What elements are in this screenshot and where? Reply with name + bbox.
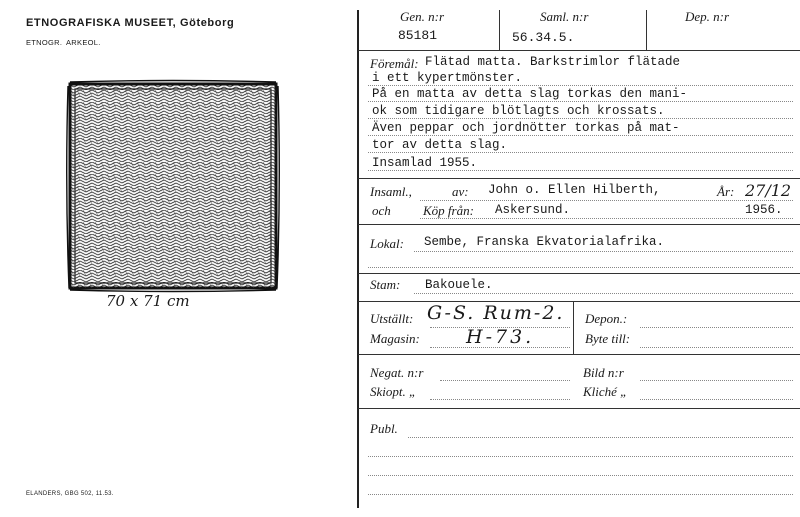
byte-till-label: Byte till:: [585, 331, 631, 346]
dept-arkeol: ARKEOL.: [66, 38, 101, 47]
magasin-value: H-73.: [466, 326, 535, 348]
header-sep-1: [499, 10, 500, 50]
header-rule: [358, 50, 800, 51]
stam-label: Stam:: [370, 277, 401, 292]
saml-nr-value: 56.34.5.: [512, 30, 575, 45]
insaml-collector: John o. Ellen Hilberth,: [488, 183, 661, 197]
insaml-dotline: [420, 218, 793, 219]
insaml-rule: [358, 224, 800, 225]
publ-label: Publ.: [370, 421, 398, 436]
stam-value: Bakouele.: [425, 278, 493, 292]
foremal-line-4: ok som tidigare blötlagts och krossats.: [372, 104, 665, 118]
ar-label: År:: [717, 184, 735, 199]
kliche-label: Kliché „: [583, 384, 628, 399]
ar-date: 27/12: [745, 181, 792, 200]
publ-dotline: [368, 456, 793, 457]
utstallt-value: G-S. Rum-2.: [427, 302, 565, 324]
photo-dotline: [640, 380, 793, 381]
foremal-line-3: På en matta av detta slag torkas den mani-: [372, 87, 688, 101]
foremal-dotline: [368, 170, 793, 171]
kop-fran-value: Askersund.: [495, 203, 571, 217]
card-divider: [357, 10, 359, 508]
lokal-dotline: [414, 251, 793, 252]
publ-dotline: [408, 437, 793, 438]
foremal-dotline: [368, 135, 793, 136]
ar-year: 1956.: [745, 203, 783, 217]
size-note: 70 x 71 cm: [106, 292, 190, 310]
foremal-dotline: [368, 85, 793, 86]
dept-etnogr: ETNOGR.: [26, 38, 63, 47]
foremal-dotline: [368, 152, 793, 153]
photo-dotline: [440, 380, 570, 381]
insaml-label: Insaml.,: [370, 184, 412, 199]
storage-dotline: [640, 327, 793, 328]
storage-dotline: [430, 327, 570, 328]
header-sep-2: [646, 10, 647, 50]
foremal-dotline: [368, 118, 793, 119]
foremal-dotline: [368, 101, 793, 102]
lokal-label: Lokal:: [370, 236, 404, 251]
publ-dotline: [368, 475, 793, 476]
depon-label: Depon.:: [585, 311, 628, 326]
photo-dotline: [430, 399, 570, 400]
lokal-value: Sembe, Franska Ekvatorialafrika.: [424, 235, 665, 249]
foremal-line-2: i ett kypertmönster.: [372, 71, 523, 85]
lokal-rule: [358, 273, 800, 274]
foremal-label: Föremål:: [370, 56, 419, 71]
foremal-line-1: Flätad matta. Barkstrimlor flätade: [425, 55, 681, 69]
stam-dotline: [414, 293, 793, 294]
insaml-dotline: [420, 200, 793, 201]
kop-fran-label: Köp från:: [423, 203, 474, 218]
printer-note: ELANDERS, GBG 502, 11.53.: [26, 491, 114, 497]
photo-rule: [358, 408, 800, 409]
negat-label: Negat. n:r: [370, 365, 424, 380]
foremal-line-6: tor av detta slag.: [372, 138, 508, 152]
stam-rule: [358, 301, 800, 302]
storage-sep: [573, 302, 574, 354]
foremal-line-7: Insamlad 1955.: [372, 156, 478, 170]
skiopt-label: Skiopt. „: [370, 384, 417, 399]
och-label: och: [372, 203, 391, 218]
publ-dotline: [368, 494, 793, 495]
museum-name: ETNOGRAFISKA MUSEET, Göteborg: [26, 17, 235, 29]
saml-nr-label: Saml. n:r: [540, 9, 589, 24]
foremal-line-5: Även peppar och jordnötter torkas på mat-: [372, 121, 680, 135]
bild-label: Bild n:r: [583, 365, 624, 380]
photo-dotline: [640, 399, 793, 400]
utstallt-label: Utställt:: [370, 311, 414, 326]
storage-dotline: [430, 347, 570, 348]
lokal-dotline: [368, 267, 793, 268]
foremal-rule: [358, 178, 800, 179]
storage-rule: [358, 354, 800, 355]
storage-dotline: [640, 347, 793, 348]
mat-illustration: [62, 78, 284, 294]
dep-nr-label: Dep. n:r: [685, 9, 730, 24]
magasin-label: Magasin:: [370, 331, 420, 346]
gen-nr-label: Gen. n:r: [400, 9, 445, 24]
insaml-av-label: av:: [452, 184, 469, 199]
gen-nr-value: 85181: [398, 28, 438, 43]
